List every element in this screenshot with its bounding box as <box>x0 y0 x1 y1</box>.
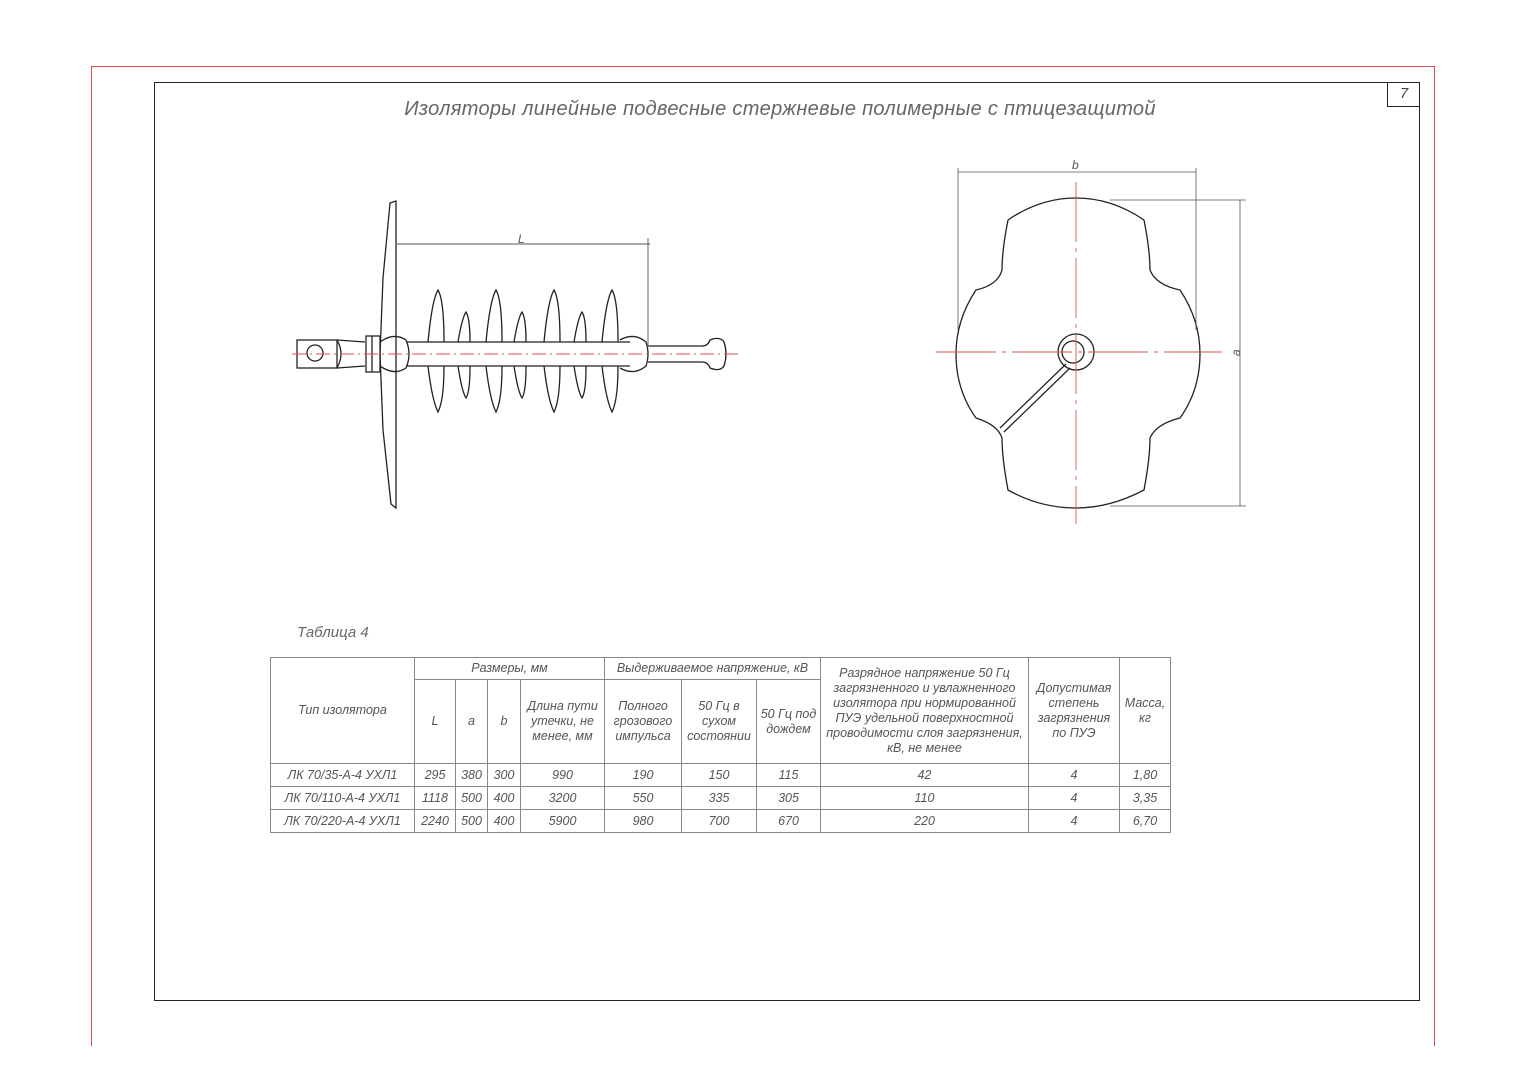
header-creepage: Длина пути утечки, не менее, мм <box>521 680 605 764</box>
spec-table <box>270 657 1171 833</box>
page-title: Изоляторы линейные подвесные стержневые полимерные с птицезащитой <box>404 98 1156 120</box>
header-dimensions: Размеры, мм <box>415 658 605 680</box>
table-row: ЛК 70/110-А-4 УХЛ1 1118 500 400 3200 550 335 305 110 4 3,35 <box>271 787 1171 810</box>
header-L: L <box>415 680 456 764</box>
header-discharge: Разрядное напряжение 50 Гц загрязненного и увлажненного изолятора при нормированной ПУЭ удельной поверхностной проводимости слоя загрязнения, кВ, не менее <box>821 658 1029 764</box>
dim-label-L: L <box>518 232 525 246</box>
header-b: b <box>488 680 521 764</box>
dim-label-b: b <box>1072 158 1079 172</box>
header-a: a <box>456 680 488 764</box>
header-dry: 50 Гц в сухом состоянии <box>682 680 757 764</box>
front-view <box>936 158 1246 524</box>
side-view <box>292 201 738 508</box>
page-number: 7 <box>1387 82 1420 107</box>
table-row: ЛК 70/220-А-4 УХЛ1 2240 500 400 5900 980 700 670 220 4 6,70 <box>271 810 1171 833</box>
dim-label-a: a <box>1229 349 1243 356</box>
header-mass: Масса, кг <box>1120 658 1171 764</box>
header-impulse: Полного грозового импульса <box>605 680 682 764</box>
header-pollution: Допустимая степень загрязнения по ПУЭ <box>1029 658 1120 764</box>
header-type: Тип изолятора <box>271 658 415 764</box>
header-withstand: Выдерживаемое напряжение, кВ <box>605 658 821 680</box>
table-caption: Таблица 4 <box>297 624 369 641</box>
header-wet: 50 Гц под дождем <box>757 680 821 764</box>
table-row: ЛК 70/35-А-4 УХЛ1 295 380 300 990 190 150 115 42 4 1,80 <box>271 764 1171 787</box>
